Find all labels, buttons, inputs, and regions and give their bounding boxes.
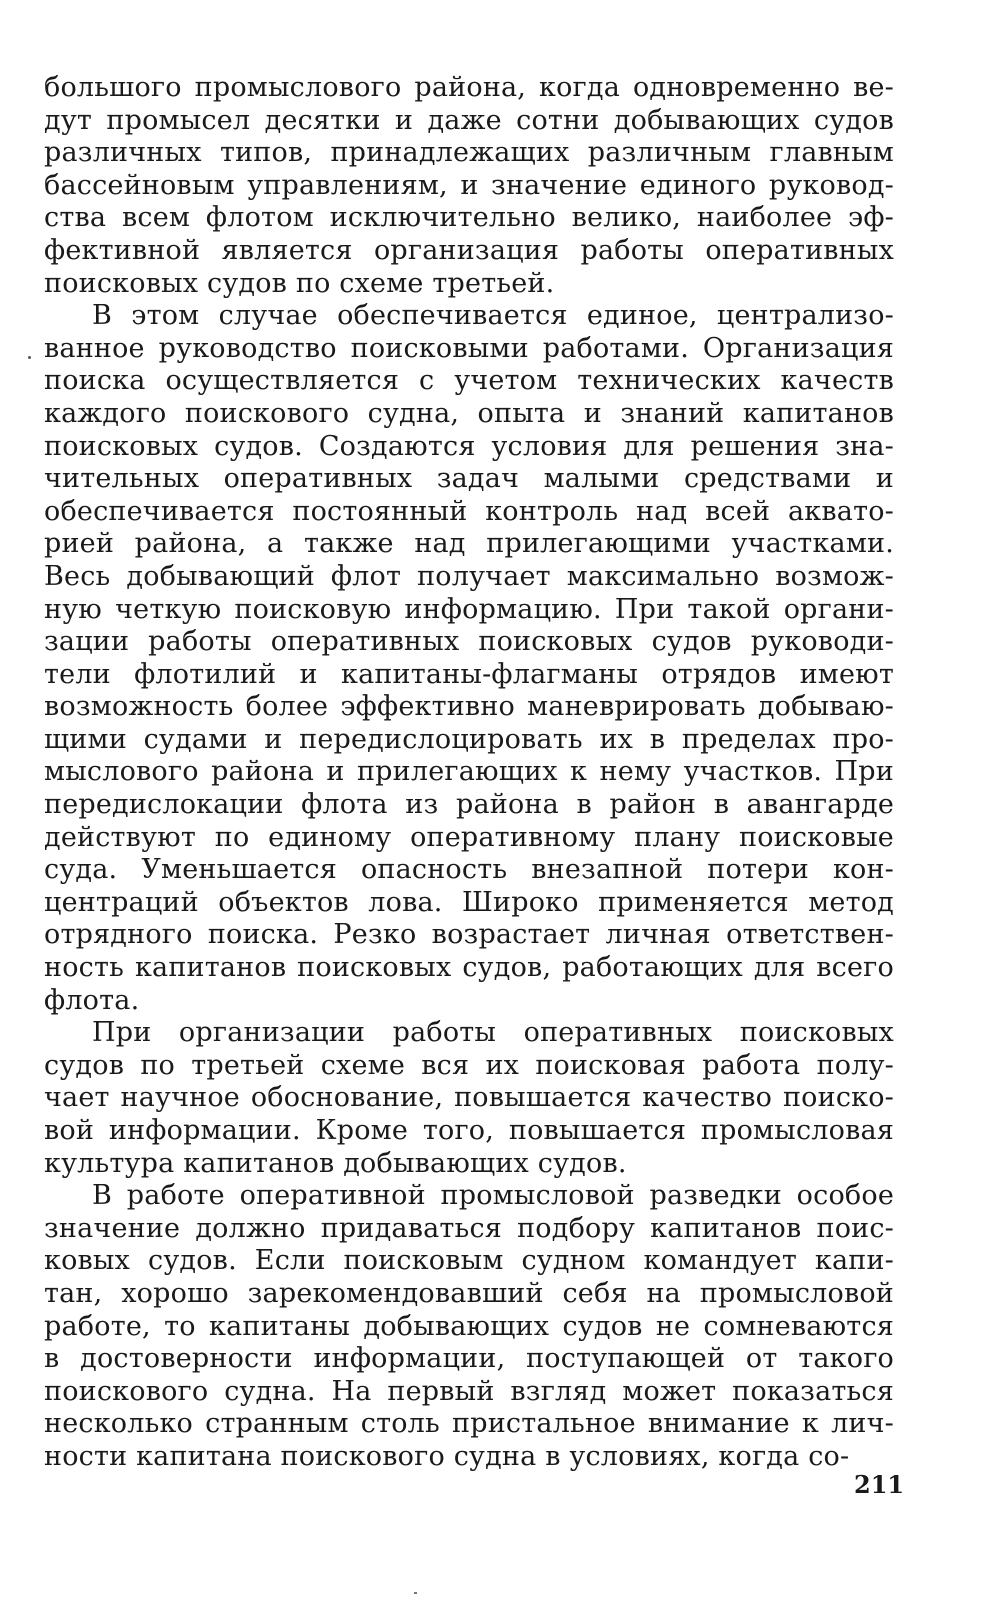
page-body bbox=[44, 72, 894, 1474]
text-line: чительных оперативных задач малыми средствами и bbox=[44, 463, 894, 495]
text-line: поискового судна. На первый взгляд может показаться bbox=[44, 1375, 894, 1407]
text-line: Весь добывающий флот получает максимально возмож- bbox=[44, 560, 894, 592]
text-line: чает научное обоснование, повышается качество поиско- bbox=[44, 1082, 894, 1114]
text-line: отрядного поиска. Резко возрастает личная ответствен- bbox=[44, 919, 894, 951]
text-line: ковых судов. Если поисковым судном командует капи- bbox=[44, 1245, 894, 1277]
text-line: ную четкую поисковую информацию. При такой органи- bbox=[44, 593, 894, 625]
text-line: зации работы оперативных поисковых судов руководи- bbox=[44, 626, 894, 658]
text-line: бассейновым управлениям, и значение единого руковод- bbox=[44, 169, 894, 201]
text-line: рией района, а также над прилегающими участками. bbox=[44, 528, 894, 560]
text-line: значение должно придаваться подбору капитанов поис- bbox=[44, 1212, 894, 1244]
paragraph bbox=[44, 72, 894, 300]
text-line: фективной является организация работы оперативных bbox=[44, 234, 894, 266]
text-line: В этом случае обеспечивается единое, централизо- bbox=[92, 300, 894, 332]
paragraph bbox=[44, 1017, 894, 1180]
print-speck bbox=[414, 1592, 417, 1594]
text-line: тан, хорошо зарекомендовавший себя на промысловой bbox=[44, 1277, 894, 1309]
text-line: поиска осуществляется с учетом технических качеств bbox=[44, 365, 894, 397]
text-line: различных типов, принадлежащих различным главным bbox=[44, 137, 894, 169]
page-number: 211 bbox=[854, 1470, 905, 1499]
text-line: ства всем флотом исключительно велико, наиболее эф- bbox=[44, 202, 894, 234]
text-line: вой информации. Кроме того, повышается промысловая bbox=[44, 1115, 894, 1146]
text-line: При организации работы оперативных поисковых bbox=[92, 1017, 894, 1049]
text-line: в достоверности информации, поступающей от такого bbox=[44, 1343, 894, 1375]
text-line: дут промысел десятки и даже сотни добывающих судов bbox=[44, 104, 894, 136]
text-line: ности капитана поискового судна в условиях, когда со- bbox=[44, 1440, 850, 1472]
text-line: поисковых судов по схеме третьей. bbox=[44, 267, 555, 299]
text-line: центраций объектов лова. Широко применяется метод bbox=[44, 886, 894, 918]
text-line: щими судами и передислоцировать их в пределах про- bbox=[44, 723, 894, 755]
text-line: флота. bbox=[44, 984, 140, 1016]
text-line: тели флотилий и капитаны-флагманы отрядов имеют bbox=[44, 658, 894, 690]
text-line: судов по третьей схеме вся их поисковая работа полу- bbox=[44, 1049, 894, 1081]
text-line: поисковых судов. Создаются условия для решения зна- bbox=[44, 430, 894, 462]
text-line: культура капитанов добывающих судов. bbox=[44, 1147, 627, 1179]
paragraph bbox=[44, 300, 894, 1017]
text-line: несколько странным столь пристальное внимание к лич- bbox=[44, 1408, 894, 1440]
paragraph bbox=[44, 1180, 894, 1473]
text-line: суда. Уменьшается опасность внезапной потери кон- bbox=[44, 854, 894, 886]
text-line: передислокации флота из района в район в авангарде bbox=[44, 789, 894, 821]
print-speck bbox=[28, 356, 31, 359]
text-line: ванное руководство поисковыми работами. Организация bbox=[44, 332, 894, 364]
text-line: большого промыслового района, когда одновременно ве- bbox=[44, 72, 894, 103]
text-line: мыслового района и прилегающих к нему участков. При bbox=[44, 756, 894, 788]
text-line: обеспечивается постоянный контроль над всей аквато- bbox=[44, 495, 894, 527]
text-line: каждого поискового судна, опыта и знаний капитанов bbox=[44, 397, 894, 429]
text-line: В работе оперативной промысловой разведки особое bbox=[92, 1180, 894, 1212]
text-line: ность капитанов поисковых судов, работающих для всего bbox=[44, 952, 894, 984]
text-line: работе, то капитаны добывающих судов не сомневаются bbox=[44, 1310, 894, 1342]
text-line: действуют по единому оперативному плану поисковые bbox=[44, 821, 894, 853]
text-line: возможность более эффективно маневрировать добываю- bbox=[44, 691, 894, 723]
